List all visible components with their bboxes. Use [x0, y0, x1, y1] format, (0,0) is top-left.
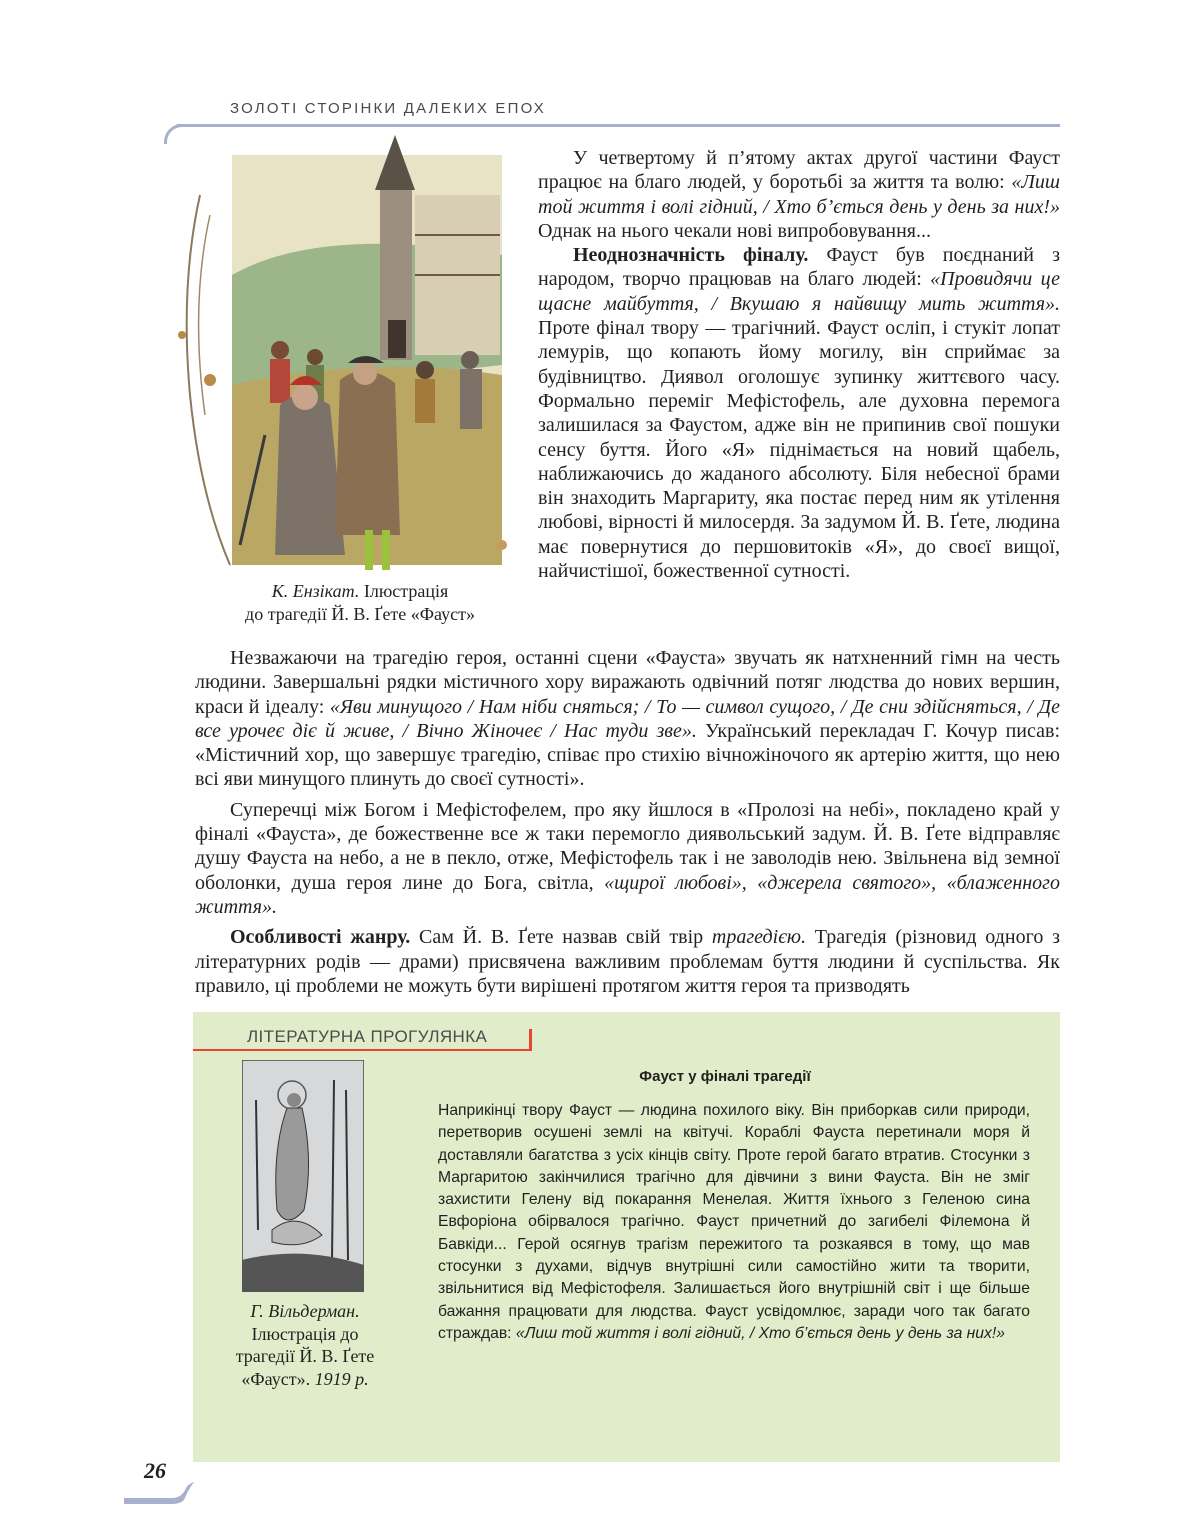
section-heading: Особливості жанру. [230, 926, 411, 949]
full-width-text [195, 646, 1060, 998]
paragraph: Суперечці між Богом і Мефістофелем, про яку йшлося в «Пролозі на небі», покладено край у фіналі «Фауста», де божественне все ж таки перемогло диявольський задум. Й. В. Ґете відправляє душу Фауста на небо, а не в пекло, отже, Мефістофель так і не заволодів нею. Звільнена від земної оболонки, душа героя лине до Бога, світла, «щирої любові», «джерела святого», «блаженного життя». [195, 798, 1060, 918]
paragraph: Неоднозначність фіналу. Фауст був поєднаний з народом, творчо працював на благо людей: «Провидячи це щасне майбуття, / Вкушаю я найвищу мить життя». Проте фінал твору — трагічний. Фауст осліп, і стукіт лопат лемурів, що копають йому могилу, він сприймає за будівництво. Диявол оголошує зупинку життєвого часу. Формально переміг Мефістофель, але духовна перемога залишилася за Фаустом, адже він не припинив свої пошуки сенсу буття. Його «Я» піднімається на новий щабель, наближаючись до жаданого абсолюту. Біля небесної брами він знаходить Маргариту, яка постає перед ним як утілення любові, вірності й милосердя. За задумом Й. В. Ґете, людина має повернутися до першовитоків «Я», до своєї вищої, найчистішої, божественної сутності. [538, 244, 1060, 583]
caption-year: 1919 р. [314, 1368, 369, 1389]
column-text [538, 146, 1060, 583]
caption-text: до трагедії Й. В. Ґете «Фауст» [245, 604, 475, 624]
caption-text: Ілюстрація [359, 581, 449, 601]
paragraph: У четвертому й п’ятому актах другої частини Фауст працює на благо людей, у боротьбі за життя та волю: «Лиш той життя і волі гідний, / Хто б’ється день у день за них!» Однак на нього чекали нові випробовування... [538, 147, 1060, 242]
section-heading: Неоднозначність фіналу. [573, 244, 809, 267]
caption-text: Ілюстрація до [251, 1323, 359, 1344]
title-underline [193, 1049, 531, 1051]
footer-ornament [124, 1478, 196, 1508]
caption-author: К. Ензікат. [271, 581, 360, 601]
caption-author: Г. Вільдерман. [250, 1301, 360, 1321]
paragraph: Особливості жанру. Сам Й. В. Ґете назвав свій твір трагедією. Трагедія (різновид одного з літературних родів — драми) присвячена важливим проблемам буття людини й суспільства. Як правило, ці проблеми не можуть бути вирішені протягом життя героя та призводять [195, 926, 1060, 997]
illustration-caption [205, 1300, 405, 1390]
caption-text: трагедії Й. В. Ґете [235, 1346, 375, 1366]
page-number: 26 [144, 1458, 166, 1483]
running-head: ЗОЛОТІ СТОРІНКИ ДАЛЕКИХ ЕПОХ [230, 100, 546, 117]
literary-walk-title: ЛІТЕРАТУРНА ПРОГУЛЯНКА [247, 1027, 488, 1046]
caption-text: «Фауст». [241, 1368, 315, 1389]
inset-heading: Фауст у фіналі трагедії [639, 1068, 811, 1085]
faust-illustration-enzikat [170, 135, 510, 575]
illustration-caption [200, 580, 520, 626]
title-accent-bar [529, 1029, 532, 1051]
inset-text: Наприкінці твору Фауст — людина похилого віку. Він приборкав сили природи, перетворив осушені землі на квітучі. Кораблі Фауста перетинали моря й доставляли багатства з усіх кінців світу. Проте герой багато втратив. Стосунки з Маргаритою закінчилися трагічно для дівчини з вини Фауста. Він не зміг захистити Гелену від покарання Менелая. Життя їхнього з Геленою сина Евфоріона обірвалося трагічно. Фауст причетний до загибелі Філемона й Бавкіди... Герой осягнув трагізм пережитого та розкаявся в тому, що мав стосунки з духами, відчув внутрішні сили самостійно жити та творити, звільнитися від Мефістофеля. Залишається його внутрішній світ і ще більше бажання працювати для людства. Фауст усвідомлює, заради чого так багато страждав: «Лиш той життя і волі гідний, / Хто б’ється день у день за них!» [438, 1102, 1030, 1342]
paragraph: Незважаючи на трагедію героя, останні сцени «Фауста» звучать як натхненний гімн на честь людини. Завершальні рядки містичного хору виражають одвічний потяг людства до нових вершин, краси й ідеалу: «Яви минущого / Нам ніби сняться; / То — символ сущого, / Де сни здійсняться, / Де все урочеє діє й живе, / Вічно Жіночеє / Нас туди зве». Український перекладач Г. Кочур писав: «Містичний хор, що завершує трагедію, співає про стихію вічножіночого як артерію життя, що нею всі яви минущого плинуть до своєї сутності». [195, 647, 1060, 791]
faust-illustration-wilderman [242, 1060, 364, 1292]
header-rule [175, 124, 1060, 127]
